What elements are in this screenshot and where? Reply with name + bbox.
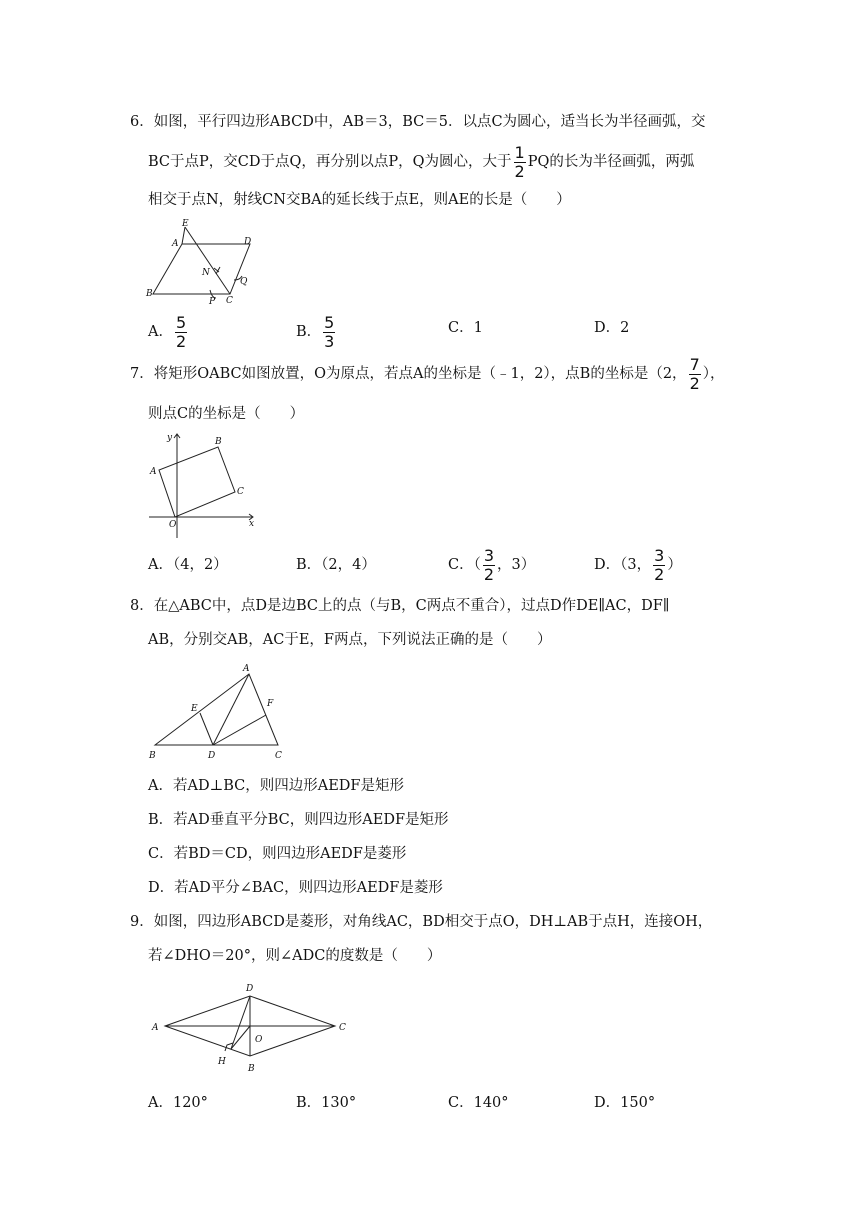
q6-option-a-num: 5 [175, 312, 187, 332]
q9-label-d: D [246, 984, 254, 994]
q7-label-c: C [237, 487, 244, 497]
q7-option-d-post: ） [667, 557, 682, 573]
q7-text-line1a: 将矩形OABC如图放置，O为原点，若点A的坐标是（﹣1，2），点B的坐标是（2， [153, 366, 687, 382]
q7-option-a-text: （4，2） [172, 557, 228, 573]
q9-option-d-letter: D． [594, 1095, 621, 1111]
q7-option-d-den: 2 [654, 564, 665, 584]
q6-option-a-den: 2 [175, 331, 187, 351]
q6-option-d [594, 318, 629, 338]
q7-label-a: A [150, 467, 157, 477]
q7-option-c-den: 2 [483, 564, 495, 584]
q6-option-d-text: 2 [620, 320, 630, 336]
q7-label-b: B [215, 437, 222, 447]
q8-line1 [130, 596, 670, 616]
q7-option-c-pre: （ [473, 557, 481, 573]
q9-label-c: C [339, 1023, 346, 1033]
q6-option-c-letter: C． [448, 320, 474, 336]
q6-text-line1: 如图，平行四边形ABCD中，AB＝3，BC＝5．以点C为圆心，适当长为半径画弧，交 [153, 114, 706, 130]
q6-text-line2b: PQ的长为半径画弧，两弧 [527, 154, 695, 170]
q6-number: 6． [130, 114, 154, 130]
q7-option-c-num: 3 [483, 545, 495, 565]
q6-label-p: P [209, 297, 216, 307]
q7-label-x: x [249, 519, 255, 529]
q8-option-b: B．若AD垂直平分BC，则四边形AEDF是矩形 [148, 812, 449, 828]
q8-label-f: F [267, 699, 274, 709]
q7-option-b-letter: B． [296, 557, 322, 573]
q6-label-e: E [182, 219, 189, 229]
q6-text-line2a: BC于点P，交CD于点Q，再分别以点P，Q为圆心，大于 [148, 154, 512, 170]
q9-label-h: H [218, 1057, 226, 1067]
q9-option-b [296, 1093, 356, 1113]
q6-option-a-letter: A． [148, 324, 173, 340]
q9-option-a-text: 120° [172, 1095, 208, 1111]
q6-label-a: A [172, 239, 179, 249]
q8-text-line1: 在△ABC中，点D是边BC上的点（与B，C两点不重合），过点D作DE∥AC，DF∥ [153, 598, 670, 614]
q7-option-c-post: ，3） [497, 557, 536, 573]
q8-option-d: D．若AD平分∠BAC，则四边形AEDF是菱形 [148, 880, 443, 896]
q9-line2 [148, 946, 441, 966]
q6-option-a-fraction [175, 312, 187, 351]
q6-text-line3: 相交于点N，射线CN交BA的延长线于点E，则AE的长是（ ） [148, 192, 571, 208]
q7-coordinate-figure [145, 430, 260, 538]
q9-label-a: A [152, 1023, 159, 1033]
q9-segment-oh [231, 1026, 250, 1049]
q9-option-c-letter: C． [448, 1095, 474, 1111]
q7-frac-den: 2 [689, 373, 700, 393]
q8-option-a: A．若AD⊥BC，则四边形AEDF是矩形 [148, 778, 404, 794]
q6-ba-extension [182, 227, 185, 244]
q6-ray-cn [185, 227, 230, 294]
q9-rhombus-figure [145, 978, 360, 1076]
q7-option-b-text: （2，4） [321, 557, 376, 573]
q9-text-line2: 若∠DHO＝20°，则∠ADC的度数是（ ） [148, 948, 442, 964]
q7-number: 7． [130, 366, 154, 382]
q6-option-c [448, 318, 483, 338]
q9-option-d [594, 1093, 655, 1113]
q7-label-y: y [167, 433, 173, 443]
q7-text-line1b: ）， [702, 366, 725, 382]
q6-label-n: N [202, 268, 210, 278]
q6-line2 [148, 144, 694, 180]
q7-line2 [148, 404, 304, 424]
q7-line1 [130, 356, 725, 392]
q9-line1 [130, 912, 712, 932]
q9-option-c-text: 140° [473, 1095, 509, 1111]
q6-option-b-den: 3 [324, 331, 335, 351]
q7-option-a-letter: A． [148, 557, 173, 573]
q7-option-c [448, 547, 535, 583]
q6-option-a [148, 314, 189, 350]
q9-number: 9． [130, 914, 154, 930]
q6-line1 [130, 112, 706, 132]
q8-triangle-abc [155, 674, 278, 745]
q6-option-b-letter: B． [296, 324, 322, 340]
q7-option-d-num: 3 [654, 545, 665, 565]
q7-rectangle-oabc [159, 447, 235, 517]
q6-option-c-text: 1 [473, 320, 483, 336]
q7-option-b [296, 555, 376, 575]
q8-text-line2: AB，分别交AB，AC于E，F两点，下列说法正确的是（ ） [148, 632, 552, 648]
q9-option-a-letter: A． [148, 1095, 173, 1111]
q6-option-d-letter: D． [594, 320, 621, 336]
q9-segment-dh [231, 996, 250, 1049]
q6-frac-num: 1 [514, 142, 525, 162]
q9-option-d-text: 150° [620, 1095, 656, 1111]
q7-option-d-pre: （3， [620, 557, 652, 573]
q6-label-c: C [226, 296, 233, 306]
q6-arc-n [214, 267, 220, 274]
q9-text-line1: 如图，四边形ABCD是菱形，对角线AC，BD相交于点O，DH⊥AB于点H，连接OH， [153, 914, 713, 930]
q8-triangle-figure [145, 660, 295, 762]
q6-line3 [148, 190, 571, 210]
q8-number: 8． [130, 598, 154, 614]
q8-segment-de [200, 713, 213, 745]
q7-option-d-letter: D． [594, 557, 621, 573]
q8-label-b: B [149, 751, 156, 761]
q9-option-b-text: 130° [321, 1095, 357, 1111]
q7-label-o: O [169, 520, 177, 530]
q6-label-q: Q [240, 277, 248, 287]
q7-option-c-fraction [483, 545, 495, 584]
q7-fraction [689, 354, 701, 393]
q8-option-c: C．若BD＝CD，则四边形AEDF是菱形 [148, 846, 407, 862]
q7-option-c-letter: C． [448, 557, 474, 573]
q7-option-a [148, 555, 228, 575]
q9-option-c [448, 1093, 509, 1113]
q7-option-d [594, 547, 682, 583]
q6-option-b [296, 314, 337, 350]
q6-label-d: D [244, 237, 252, 247]
q7-option-d-fraction [653, 545, 665, 584]
q8-label-e: E [191, 704, 198, 714]
q6-label-b: B [146, 289, 153, 299]
q6-option-b-num: 5 [324, 312, 335, 332]
q8-label-d: D [208, 751, 216, 761]
q7-text-line2: 则点C的坐标是（ ） [148, 406, 305, 422]
q8-label-c: C [275, 751, 282, 761]
q6-frac-den: 2 [514, 161, 525, 181]
q9-label-o: O [255, 1035, 263, 1045]
q8-line2 [148, 630, 551, 650]
q9-option-b-letter: B． [296, 1095, 322, 1111]
q9-label-b: B [248, 1064, 255, 1074]
q8-label-a: A [243, 664, 250, 674]
q6-option-b-fraction [323, 312, 335, 351]
q9-option-a [148, 1093, 208, 1113]
q6-parallelogram-figure [140, 214, 260, 306]
q6-half-fraction [514, 142, 526, 181]
q7-frac-num: 7 [689, 354, 700, 374]
